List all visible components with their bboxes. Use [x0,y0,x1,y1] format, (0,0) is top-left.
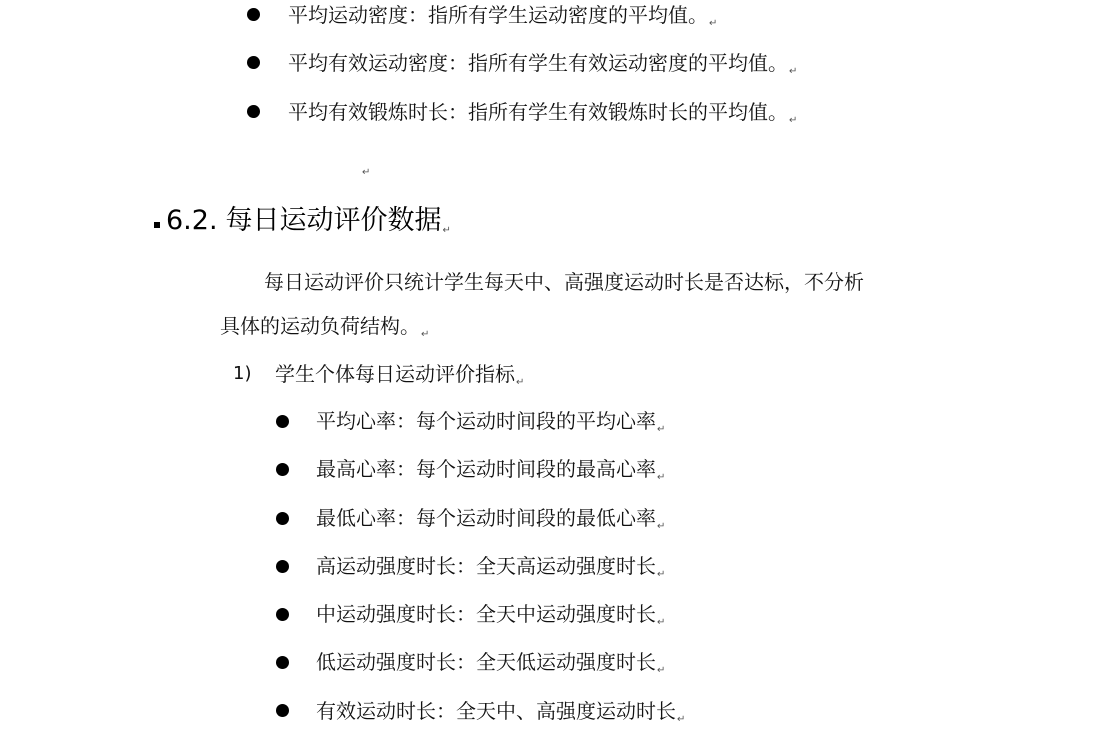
bullet-dot [276,656,289,669]
paragraph-mark-icon: ↵ [677,714,686,725]
paragraph-mark-icon: ↵ [657,665,666,676]
list-item-text: 平均运动密度：指所有学生运动密度的平均值。 [288,3,708,27]
section-heading [166,204,451,248]
bullet-dot [276,415,289,428]
bullet-dot [247,105,260,118]
section-number: 6.2. [166,205,218,236]
list-item [316,407,665,444]
list-item [316,648,665,685]
paragraph-mark-icon: ↵ [657,424,666,435]
numbered-item-text: 学生个体每日运动评价指标 [275,362,515,386]
bullet-dot [276,463,289,476]
bullet-dot [276,608,289,621]
list-item-text: 中运动强度时长：全天中运动强度时长 [316,602,656,626]
list-item [316,600,665,637]
paragraph-mark-icon: ↵ [657,472,666,483]
list-item-text: 平均有效运动密度：指所有学生有效运动密度的平均值。 [288,51,788,75]
list-item [316,504,665,541]
intro-paragraph-line-2: 具体的运动负荷结构。$_↵$ [220,314,430,340]
paragraph-mark-icon: ↵ [442,225,451,236]
list-item [288,1,717,38]
paragraph-mark-icon: ↵ [789,66,798,77]
list-item-text: 低运动强度时长：全天低运动强度时长 [316,650,656,674]
bullet-dot [247,8,260,21]
paragraph-mark-icon: ↵ [516,377,525,388]
list-item [316,697,685,734]
numbered-item-number: 1) [233,363,252,384]
paragraph-mark-icon: ↵ [657,617,666,628]
paragraph-mark-icon: ↵ [421,329,430,340]
list-item-text: 有效运动时长：全天中、高强度运动时长 [316,699,676,723]
paragraph-mark-icon: ↵ [709,18,718,29]
heading-marker-icon [154,222,160,228]
paragraph-mark-icon: ↵ [789,115,798,126]
numbered-item [275,360,524,397]
intro-paragraph-line-1: 每日运动评价只统计学生每天中、高强度运动时长是否达标，不分析 [264,270,864,294]
list-item-text: 平均有效锻炼时长：指所有学生有效锻炼时长的平均值。 [288,100,788,124]
list-item-text: 高运动强度时长：全天高运动强度时长 [316,554,656,578]
paragraph-mark-icon: ↵ [657,521,666,532]
list-item [288,98,797,135]
list-item [316,552,665,589]
empty-paragraph [361,150,370,187]
list-item-text: 平均心率：每个运动时间段的平均心率 [316,409,656,433]
paragraph-mark-icon: ↵ [657,569,666,580]
paragraph-mark-icon: ↵ [362,167,371,178]
list-item-text: 最低心率：每个运动时间段的最低心率 [316,506,656,530]
bullet-dot [247,56,260,69]
list-item-text: 最高心率：每个运动时间段的最高心率 [316,457,656,481]
bullet-dot [276,512,289,525]
bullet-dot [276,704,289,717]
list-item [288,49,797,86]
section-title: 每日运动评价数据 [225,205,442,236]
bullet-dot [276,560,289,573]
list-item [316,455,665,492]
